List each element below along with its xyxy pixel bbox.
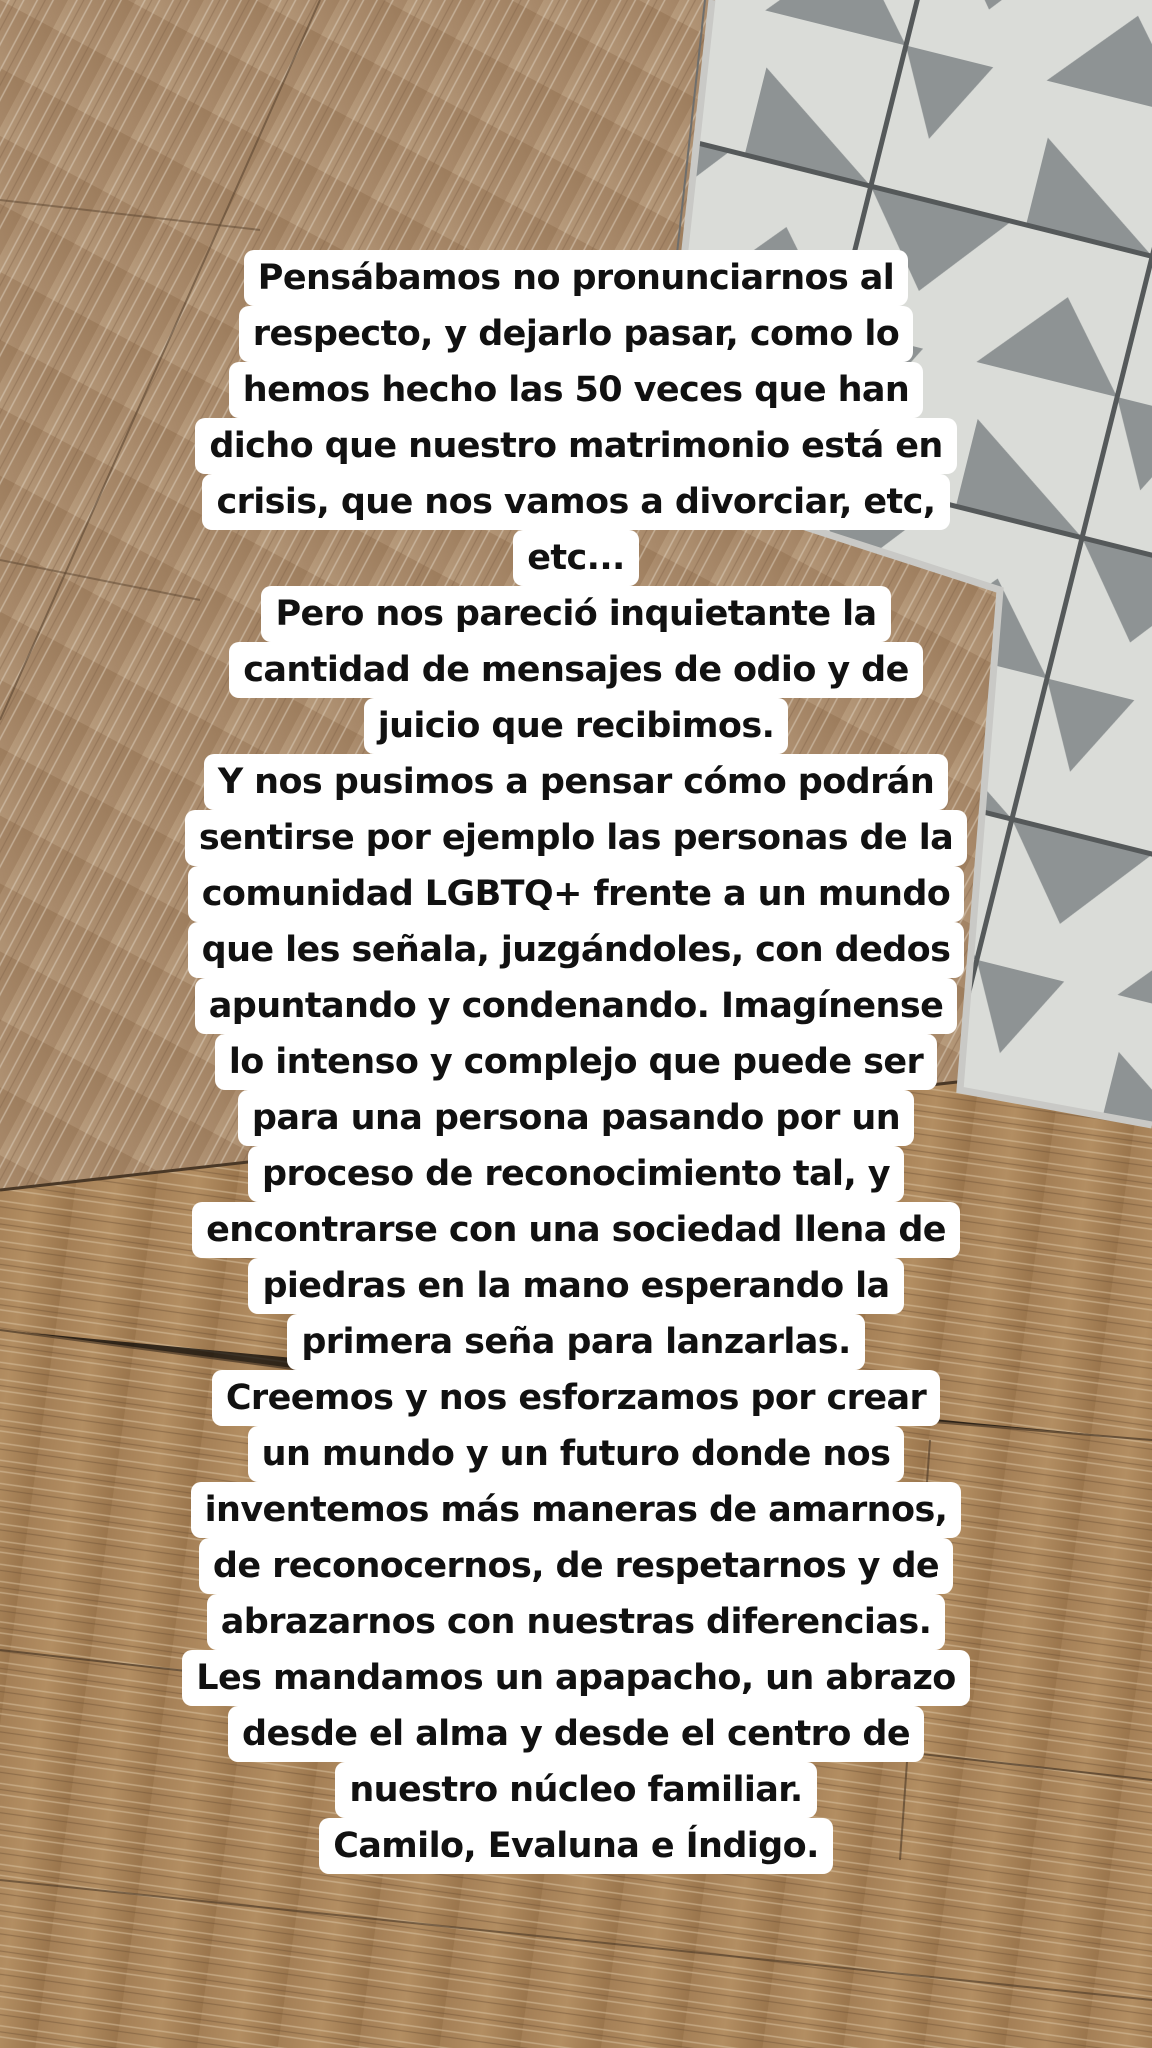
caption-line bbox=[0, 698, 1152, 754]
caption-line-text: Les mandamos un apapacho, un abrazo bbox=[182, 1650, 969, 1706]
story-caption bbox=[0, 250, 1152, 1874]
caption-line bbox=[0, 1370, 1152, 1426]
caption-line-text: de reconocernos, de respetarnos y de bbox=[199, 1538, 953, 1594]
caption-line bbox=[0, 1258, 1152, 1314]
caption-line bbox=[0, 1594, 1152, 1650]
caption-line bbox=[0, 1762, 1152, 1818]
caption-line-text: sentirse por ejemplo las personas de la bbox=[185, 810, 967, 866]
caption-line bbox=[0, 1818, 1152, 1874]
caption-line bbox=[0, 810, 1152, 866]
caption-line-text: dicho que nuestro matrimonio está en bbox=[195, 418, 956, 474]
caption-line bbox=[0, 586, 1152, 642]
caption-line bbox=[0, 306, 1152, 362]
caption-line-text: abrazarnos con nuestras diferencias. bbox=[207, 1594, 946, 1650]
caption-line-text: respecto, y dejarlo pasar, como lo bbox=[239, 306, 913, 362]
caption-line bbox=[0, 978, 1152, 1034]
caption-line-text: Pensábamos no pronunciarnos al bbox=[244, 250, 908, 306]
caption-line bbox=[0, 474, 1152, 530]
caption-line bbox=[0, 642, 1152, 698]
caption-line-text: un mundo y un futuro donde nos bbox=[248, 1426, 905, 1482]
caption-line-text: Pero nos pareció inquietante la bbox=[261, 586, 890, 642]
caption-line-text: Camilo, Evaluna e Índigo. bbox=[319, 1818, 833, 1874]
caption-line bbox=[0, 754, 1152, 810]
caption-line-text: crisis, que nos vamos a divorciar, etc, bbox=[202, 474, 949, 530]
caption-line-text: proceso de reconocimiento tal, y bbox=[248, 1146, 904, 1202]
caption-line-text: hemos hecho las 50 veces que han bbox=[229, 362, 923, 418]
caption-line-text: inventemos más maneras de amarnos, bbox=[191, 1482, 962, 1538]
caption-line bbox=[0, 1314, 1152, 1370]
caption-line-text: Creemos y nos esforzamos por crear bbox=[212, 1370, 940, 1426]
caption-line bbox=[0, 866, 1152, 922]
caption-line-text: piedras en la mano esperando la bbox=[248, 1258, 903, 1314]
caption-line bbox=[0, 1650, 1152, 1706]
caption-line bbox=[0, 530, 1152, 586]
caption-line bbox=[0, 1706, 1152, 1762]
caption-line-text: nuestro núcleo familiar. bbox=[335, 1762, 816, 1818]
caption-line bbox=[0, 922, 1152, 978]
caption-line bbox=[0, 418, 1152, 474]
caption-line-text: desde el alma y desde el centro de bbox=[228, 1706, 924, 1762]
caption-line bbox=[0, 1482, 1152, 1538]
caption-line-text: que les señala, juzgándoles, con dedos bbox=[188, 922, 965, 978]
caption-line-text: primera seña para lanzarlas. bbox=[287, 1314, 864, 1370]
caption-line bbox=[0, 1538, 1152, 1594]
caption-line-text: cantidad de mensajes de odio y de bbox=[229, 642, 923, 698]
caption-line-text: Y nos pusimos a pensar cómo podrán bbox=[204, 754, 948, 810]
caption-line bbox=[0, 362, 1152, 418]
caption-line-text: apuntando y condenando. Imagínense bbox=[195, 978, 958, 1034]
caption-line bbox=[0, 1202, 1152, 1258]
caption-line-text: lo intenso y complejo que puede ser bbox=[215, 1034, 937, 1090]
caption-line bbox=[0, 1146, 1152, 1202]
caption-line-text: etc... bbox=[513, 530, 639, 586]
caption-line bbox=[0, 1090, 1152, 1146]
caption-line-text: encontrarse con una sociedad llena de bbox=[192, 1202, 960, 1258]
caption-line-text: comunidad LGBTQ+ frente a un mundo bbox=[188, 866, 964, 922]
caption-line-text: juicio que recibimos. bbox=[364, 698, 789, 754]
caption-line bbox=[0, 250, 1152, 306]
caption-line bbox=[0, 1426, 1152, 1482]
caption-line-text: para una persona pasando por un bbox=[238, 1090, 914, 1146]
caption-line bbox=[0, 1034, 1152, 1090]
